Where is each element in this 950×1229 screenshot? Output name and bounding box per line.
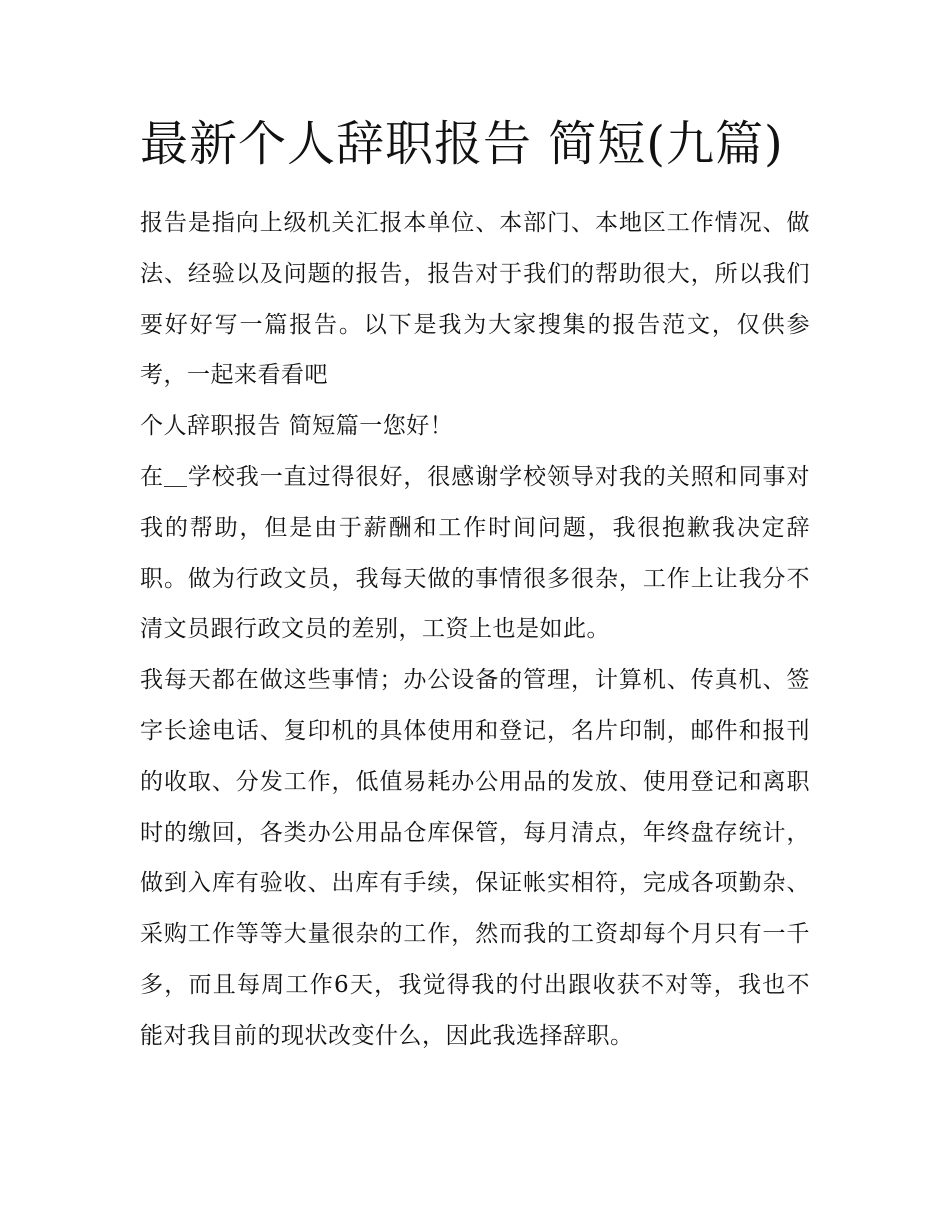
greeting-paragraph: 个人辞职报告 简短篇一您好！ xyxy=(140,413,454,440)
body-paragraph: 我每天都在做这些事情；办公设备的管理，计算机、传真机、签字长途电话、复印机的具体使用和登记，名片印制，邮件和报刊的收取、分发工作，低值易耗办公用品的发放、使用登记和离职时的缴回，各类办公用品仓库保管，每月清点，年终盘存统计，做到入库有验收、出库有手续，保证帐实相符，完成各项勤杂、采购工作等等大量很杂的工作，然而我的工资却每个月只有一千多，而且每周工作6天，我觉得我的付出跟收获不对等，我也不能对我目前的现状改变什么，因此我选择辞职。 xyxy=(140,667,810,1049)
document-title: 最新个人辞职报告 简短(九篇) xyxy=(140,116,784,172)
intro-paragraph: 报告是指向上级机关汇报本单位、本部门、本地区工作情况、做法、经验以及问题的报告，报告对于我们的帮助很大，所以我们要好好写一篇报告。以下是我为大家搜集的报告范文，仅供参考，一起来看看吧 xyxy=(140,210,810,389)
document-body xyxy=(140,198,810,1062)
body-paragraph: 在＿学校我一直过得很好，很感谢学校领导对我的关照和同事对我的帮助，但是由于薪酬和工作时间问题，我很抱歉我决定辞职。做为行政文员，我每天做的事情很多很杂，工作上让我分不清文员跟行政文员的差别，工资上也是如此。 xyxy=(140,463,810,643)
